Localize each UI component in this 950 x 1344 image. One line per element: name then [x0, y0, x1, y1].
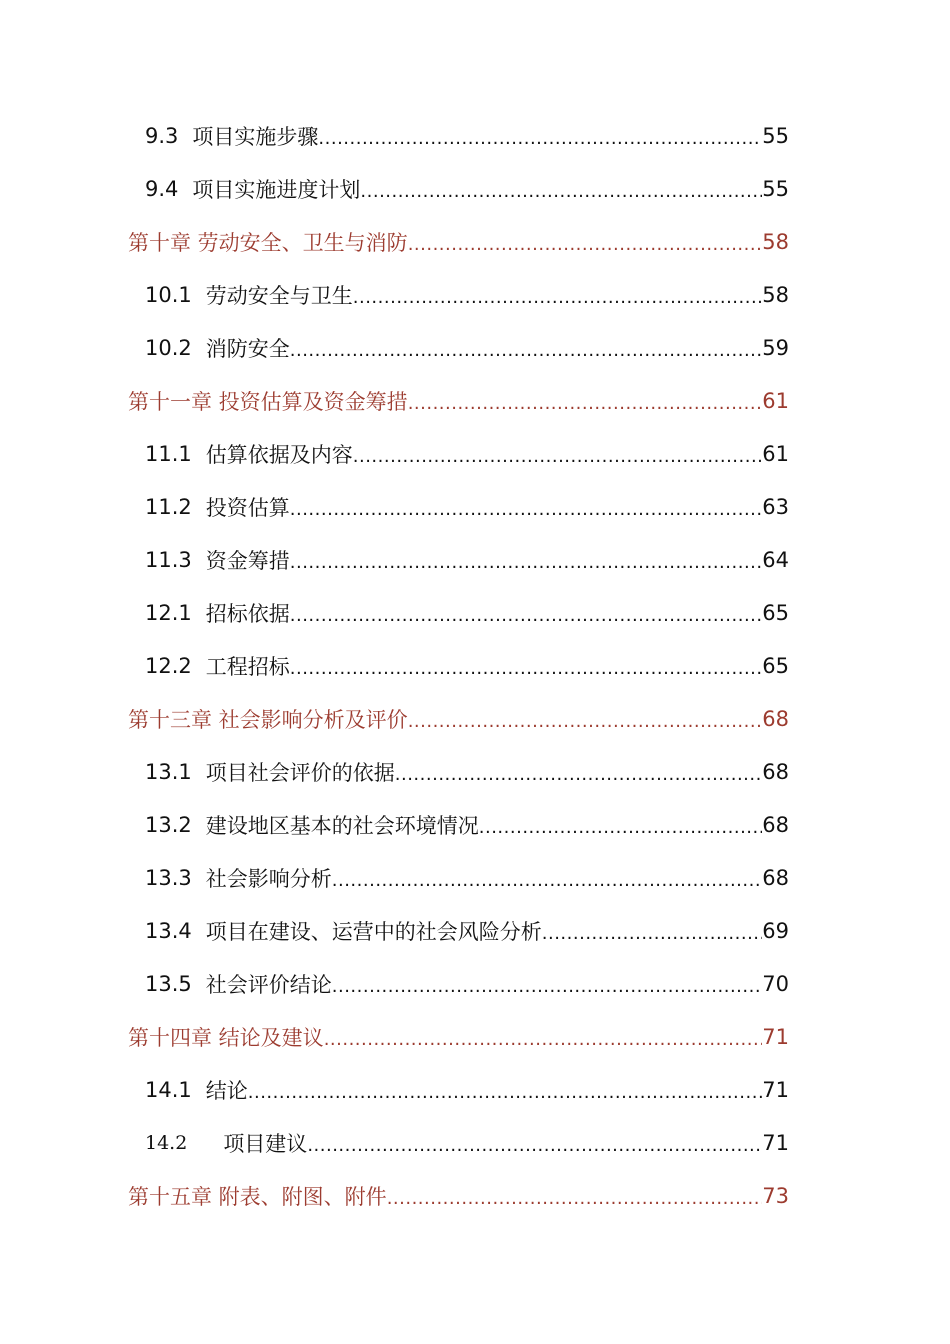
toc-dot-leader — [408, 713, 763, 745]
toc-entry-number: 13.5 — [145, 971, 192, 996]
toc-entry-number: 13.1 — [145, 759, 192, 784]
toc-dot-leader — [353, 448, 763, 480]
toc-entry-number: 13.2 — [145, 812, 192, 837]
toc-page-number: 68 — [762, 759, 789, 784]
toc-entry-title: 建设地区基本的社会环境情况 — [205, 813, 479, 838]
toc-page-number: 63 — [762, 494, 789, 519]
toc-entry-title: 项目实施进度计划 — [192, 177, 361, 202]
toc-page-number: 58 — [762, 282, 789, 307]
toc-section-entry[interactable] — [0, 162, 789, 215]
toc-dot-leader — [248, 1084, 763, 1116]
toc-page-number: 65 — [762, 653, 789, 678]
toc-entry-number: 9.4 — [145, 176, 179, 201]
toc-dot-leader — [324, 1031, 763, 1063]
toc-entry-number: 12.1 — [145, 600, 192, 625]
toc-entry-title: 投资估算 — [205, 495, 290, 520]
toc-section-entry[interactable] — [0, 321, 789, 374]
toc-page-number: 68 — [762, 812, 789, 837]
toc-entry-number: 11.1 — [145, 441, 192, 466]
toc-section-entry[interactable] — [0, 1063, 789, 1116]
toc-dot-leader — [290, 501, 763, 533]
toc-entry-title: 社会影响分析 — [205, 866, 332, 891]
toc-section-entry[interactable] — [0, 586, 789, 639]
toc-entry-title: 社会评价结论 — [205, 972, 332, 997]
toc-dot-leader — [332, 872, 763, 904]
toc-dot-leader — [542, 925, 763, 957]
toc-page-number: 61 — [762, 441, 789, 466]
toc-page-number: 59 — [762, 335, 789, 360]
toc-entry-number: 11.2 — [145, 494, 192, 519]
toc-dot-leader — [307, 1137, 762, 1169]
toc-section-entry[interactable] — [0, 851, 789, 904]
toc-entry-title: 第十五章 附表、附图、附件 — [128, 1184, 387, 1209]
toc-dot-leader — [290, 660, 763, 692]
toc-chapter-entry[interactable] — [0, 374, 789, 427]
toc-section-entry[interactable] — [0, 957, 789, 1010]
toc-entry-title: 估算依据及内容 — [205, 442, 353, 467]
toc-page-number: 65 — [762, 600, 789, 625]
toc-dot-leader — [387, 1190, 763, 1222]
toc-chapter-entry[interactable] — [0, 215, 789, 268]
toc-entry-number: 13.3 — [145, 865, 192, 890]
toc-dot-leader — [479, 819, 763, 851]
toc-page-number: 70 — [762, 971, 789, 996]
toc-page-number: 69 — [762, 918, 789, 943]
toc-entry-number: 14.1 — [145, 1077, 192, 1102]
toc-entry-title: 资金筹措 — [205, 548, 290, 573]
toc-dot-leader — [290, 607, 763, 639]
toc-entry-number: 13.4 — [145, 918, 192, 943]
toc-page-number: 68 — [762, 706, 789, 731]
toc-chapter-entry[interactable] — [0, 692, 789, 745]
toc-page-number: 71 — [762, 1130, 789, 1155]
toc-entry-title: 第十章 劳动安全、卫生与消防 — [128, 230, 408, 255]
toc-page-number: 64 — [762, 547, 789, 572]
toc-section-entry[interactable] — [0, 109, 789, 162]
toc-dot-leader — [360, 183, 762, 215]
toc-entry-number: 10.2 — [145, 335, 192, 360]
toc-entry-title: 第十一章 投资估算及资金筹措 — [128, 389, 408, 414]
toc-entry-title: 结论 — [205, 1078, 248, 1103]
toc-entry-title: 劳动安全与卫生 — [205, 283, 353, 308]
toc-chapter-entry[interactable] — [0, 1010, 789, 1063]
toc-entry-title: 项目建议 — [223, 1131, 308, 1156]
toc-entry-number: 14.2 — [145, 1131, 188, 1154]
toc-chapter-entry[interactable] — [0, 1169, 789, 1222]
toc-section-entry[interactable] — [0, 745, 789, 798]
toc-page-number: 61 — [762, 388, 789, 413]
toc-entry-number: 11.3 — [145, 547, 192, 572]
toc-section-entry[interactable] — [0, 427, 789, 480]
toc-section-entry[interactable] — [0, 1116, 789, 1169]
toc-page-number: 58 — [762, 229, 789, 254]
toc-page-number: 71 — [762, 1077, 789, 1102]
toc-dot-leader — [290, 342, 763, 374]
toc-section-entry[interactable] — [0, 533, 789, 586]
toc-entry-title: 工程招标 — [205, 654, 290, 679]
toc-section-entry[interactable] — [0, 904, 789, 957]
toc-entry-number: 12.2 — [145, 653, 192, 678]
toc-entry-title: 招标依据 — [205, 601, 290, 626]
toc-entry-title: 消防安全 — [205, 336, 290, 361]
toc-section-entry[interactable] — [0, 268, 789, 321]
toc-dot-leader — [408, 395, 763, 427]
toc-page-number: 71 — [762, 1024, 789, 1049]
table-of-contents — [0, 109, 950, 1222]
toc-section-entry[interactable] — [0, 639, 789, 692]
toc-page-number: 55 — [762, 123, 789, 148]
toc-page-number: 68 — [762, 865, 789, 890]
toc-entry-title: 第十三章 社会影响分析及评价 — [128, 707, 408, 732]
toc-page-number: 55 — [762, 176, 789, 201]
toc-entry-title: 项目社会评价的依据 — [205, 760, 395, 785]
toc-dot-leader — [353, 289, 763, 321]
toc-dot-leader — [318, 130, 762, 162]
toc-dot-leader — [395, 766, 763, 798]
toc-dot-leader — [408, 236, 763, 268]
toc-section-entry[interactable] — [0, 798, 789, 851]
toc-page-number: 73 — [762, 1183, 789, 1208]
toc-section-entry[interactable] — [0, 480, 789, 533]
toc-entry-number: 9.3 — [145, 123, 179, 148]
toc-entry-number: 10.1 — [145, 282, 192, 307]
toc-entry-title: 第十四章 结论及建议 — [128, 1025, 324, 1050]
toc-entry-title: 项目在建设、运营中的社会风险分析 — [205, 919, 542, 944]
toc-entry-title: 项目实施步骤 — [192, 124, 319, 149]
toc-dot-leader — [290, 554, 763, 586]
toc-dot-leader — [332, 978, 763, 1010]
